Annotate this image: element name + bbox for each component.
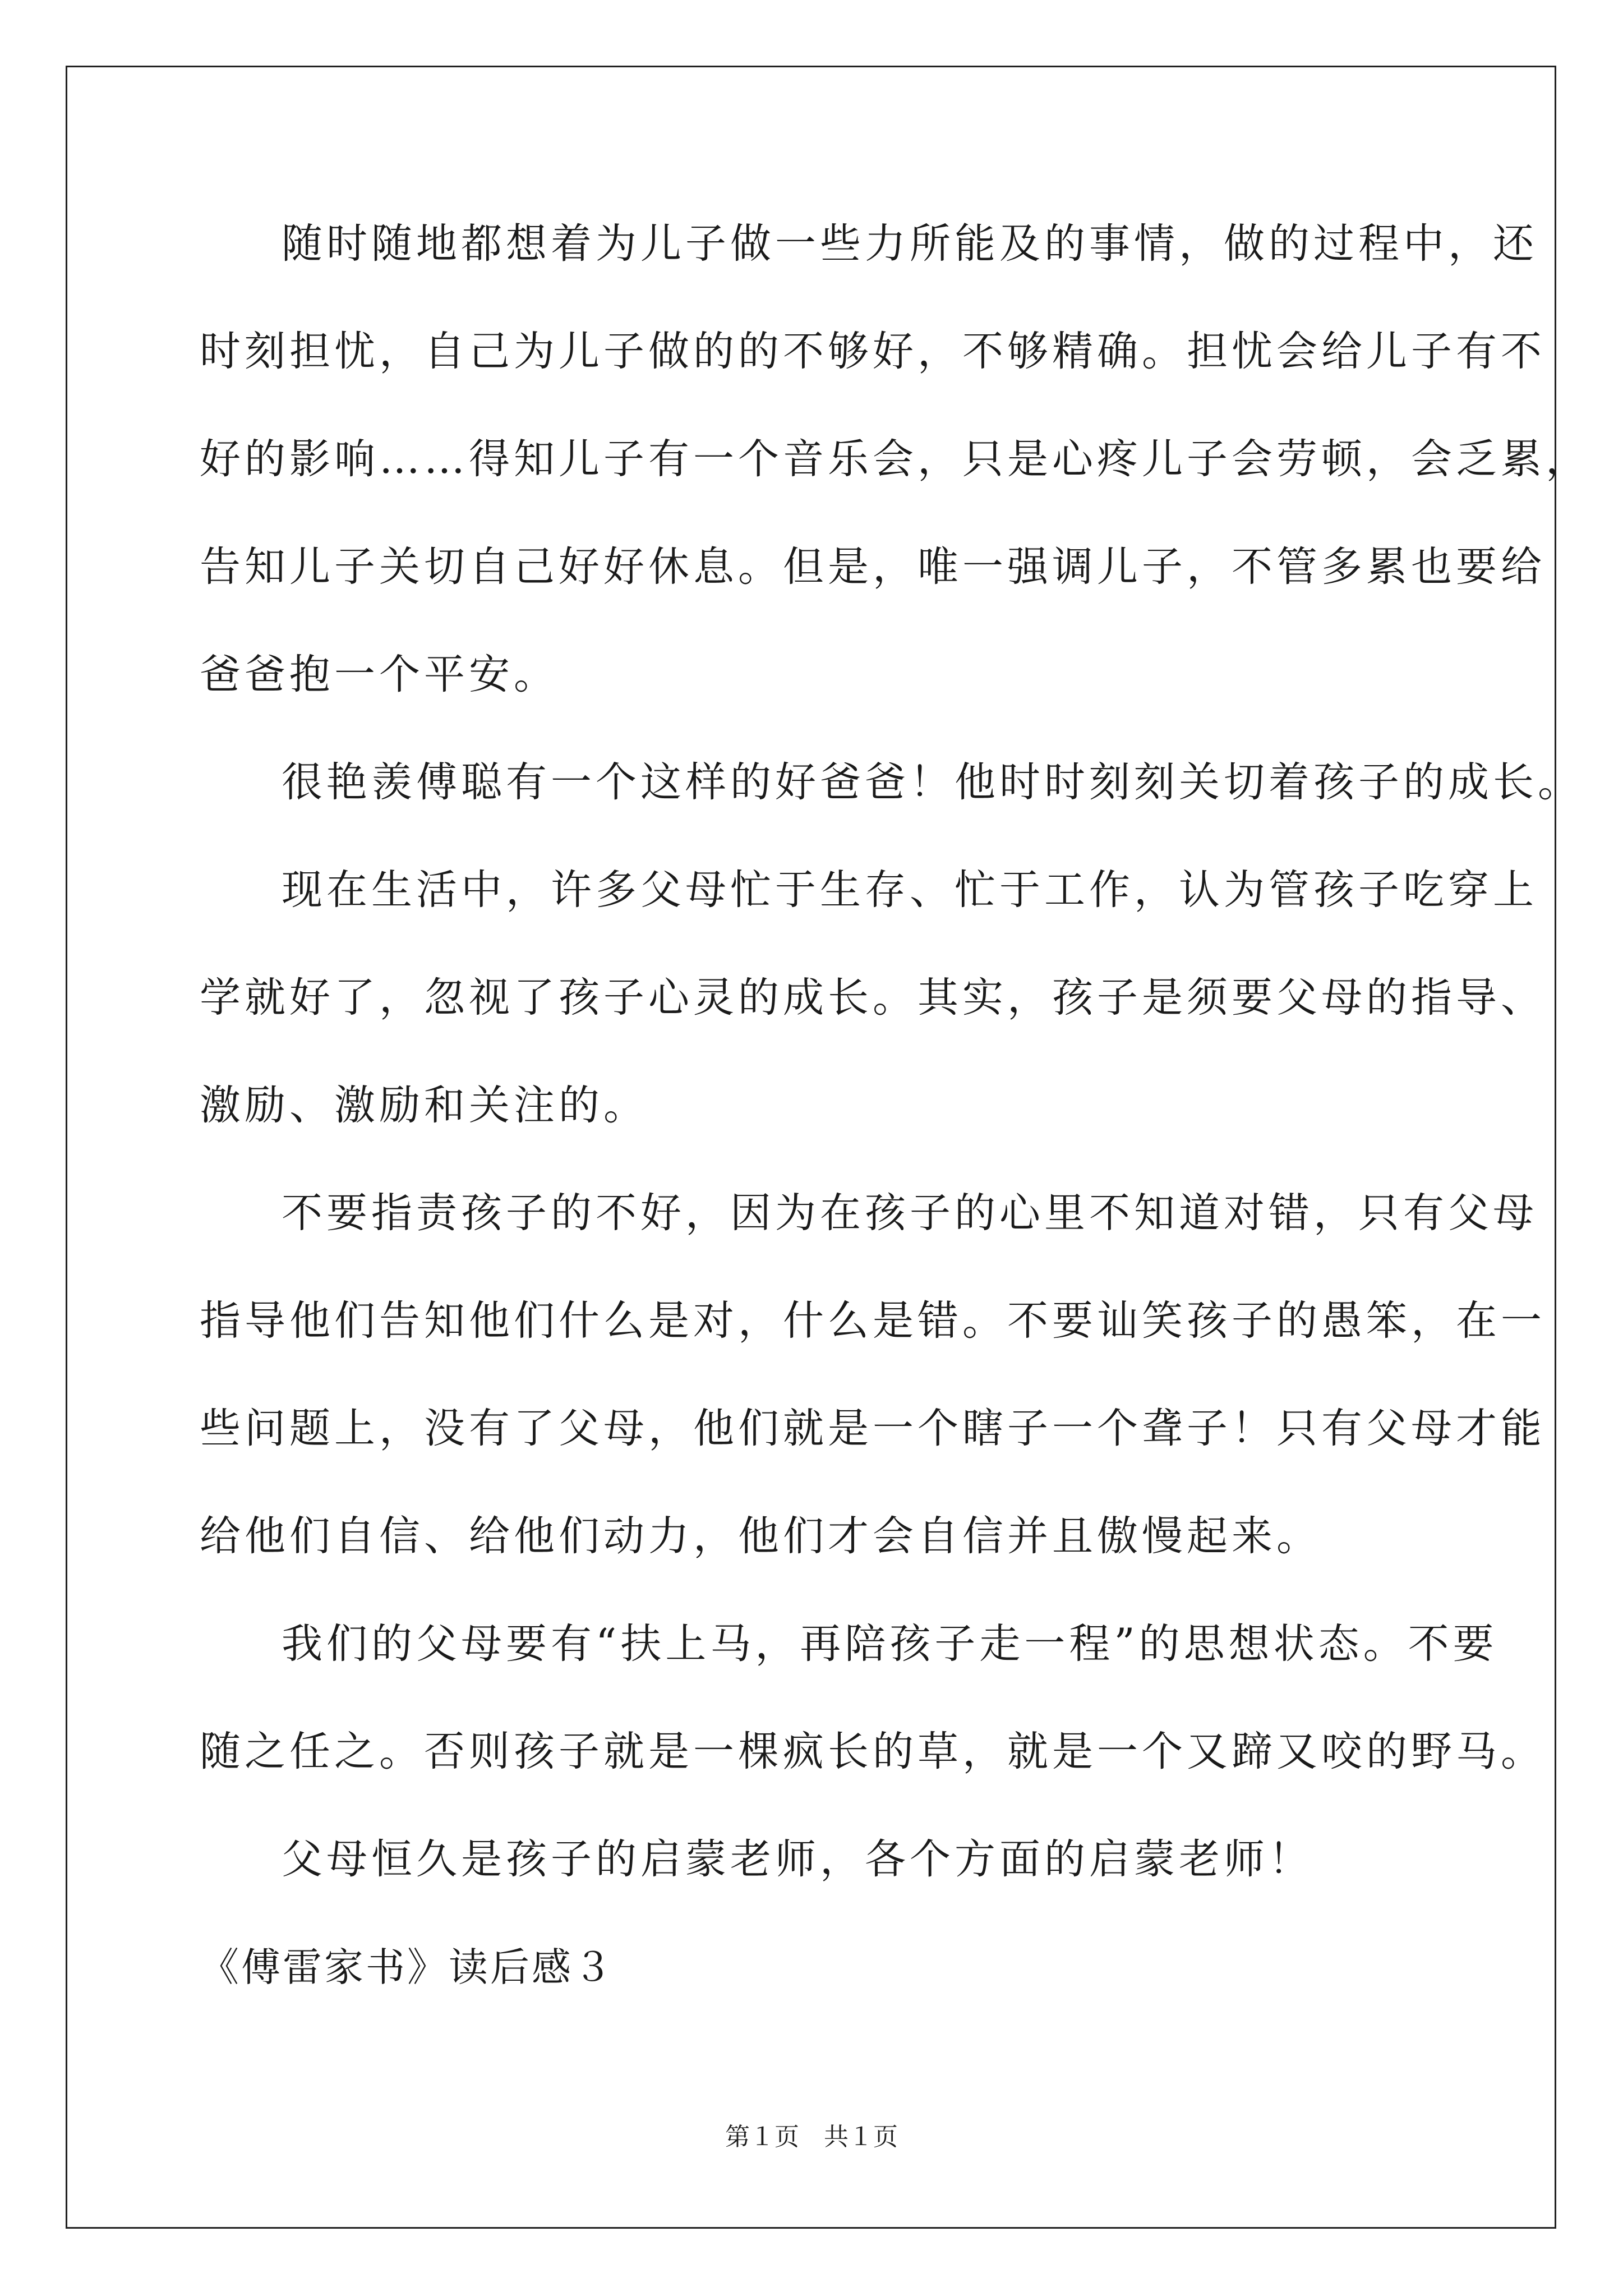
paragraph-4-line-2: 指导他们告知他们什么是对，什么是错。不要讪笑孩子的愚笨，在一 [200, 1297, 1546, 1345]
paragraph-1-line-4: 告知儿子关切自己好好休息。但是，唯一强调儿子，不管多累也要给 [200, 543, 1546, 591]
paragraph-3-line-2: 学就好了，忽视了孩子心灵的成长。其实，孩子是须要父母的指导、 [200, 974, 1546, 1022]
paragraph-4-line-3: 些问题上，没有了父母，他们就是一个瞎子一个聋子！只有父母才能 [200, 1405, 1546, 1452]
paragraph-1-line-2: 时刻担忧，自己为儿子做的的不够好，不够精确。担忧会给儿子有不 [200, 328, 1546, 375]
paragraph-1-line-1: 随时随地都想着为儿子做一些力所能及的事情，做的过程中，还 [282, 220, 1538, 268]
page-number-footer: 第１页 共１页 [725, 2123, 898, 2151]
paragraph-3-line-1: 现在生活中，许多父母忙于生存、忙于工作，认为管孩子吃穿上 [282, 866, 1538, 914]
paragraph-5-line-1: 我们的父母要有“扶上马，再陪孩子走一程”的思想状态。不要 [282, 1620, 1498, 1668]
paragraph-4-line-1: 不要指责孩子的不好，因为在孩子的心里不知道对错，只有父母 [282, 1189, 1538, 1237]
page-border [66, 66, 1556, 2229]
paragraph-1-line-3: 好的影响……得知儿子有一个音乐会，只是心疼儿子会劳顿，会乏累， [200, 435, 1590, 483]
paragraph-5-line-2: 随之任之。否则孩子就是一棵疯长的草，就是一个又蹄又咬的野马。 [200, 1728, 1546, 1775]
paragraph-3-line-3: 激励、激励和关注的。 [200, 1082, 648, 1129]
paragraph-4-line-4: 给他们自信、给他们动力，他们才会自信并且傲慢起来。 [200, 1512, 1321, 1560]
section-heading: 《傅雷家书》读后感３ [200, 1944, 615, 1990]
paragraph-2-line-1: 很艳羡傅聪有一个这样的好爸爸！他时时刻刻关切着孩子的成长。 [282, 758, 1583, 806]
paragraph-6-line-1: 父母恒久是孩子的启蒙老师，各个方面的启蒙老师！ [282, 1835, 1313, 1883]
paragraph-1-line-5: 爸爸抱一个平安。 [200, 651, 559, 698]
